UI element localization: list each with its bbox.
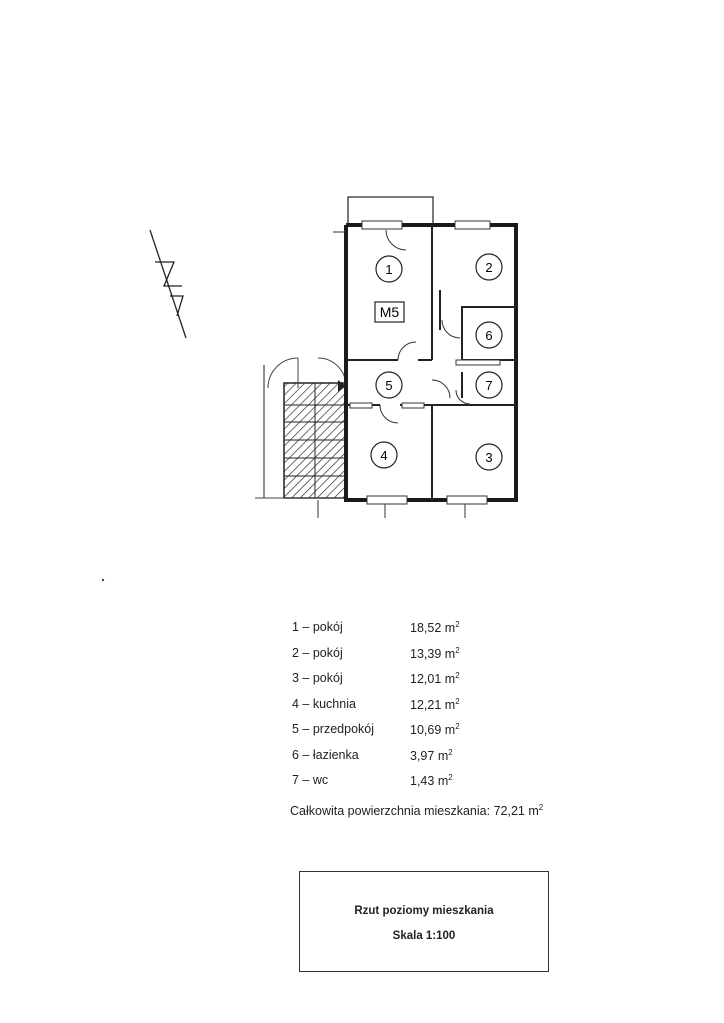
room-label: 1 – pokój <box>292 620 343 634</box>
room-label: 5 – przedpokój <box>292 722 375 736</box>
svg-text:3: 3 <box>485 450 493 465</box>
room-marker-1 <box>376 256 402 282</box>
room-area: 18,52 $m^2$ <box>410 620 460 636</box>
door-swings <box>350 230 500 423</box>
room-area-list <box>292 620 632 799</box>
room-marker-4 <box>371 442 397 468</box>
svg-text:1: 1 <box>385 262 393 277</box>
svg-text:5: 5 <box>385 378 393 393</box>
total-area <box>290 803 543 818</box>
svg-text:6: 6 <box>485 328 493 343</box>
room-marker-7 <box>476 372 502 398</box>
total-unit: $m^2$ <box>528 803 544 819</box>
room-area: 13,39 $m^2$ <box>410 645 460 661</box>
room-marker-5 <box>376 372 402 398</box>
total-value: 72,21 <box>493 804 525 819</box>
drawing-title: Rzut poziomy mieszkania <box>354 905 494 917</box>
room-row-5 <box>292 722 632 748</box>
room-marker-2 <box>476 254 502 280</box>
room-area: 10,69 $m^2$ <box>410 722 460 738</box>
svg-text:2: 2 <box>485 260 493 275</box>
room-row-1 <box>292 620 632 646</box>
room-row-7 <box>292 773 632 799</box>
room-row-4 <box>292 697 632 723</box>
room-marker-6 <box>476 322 502 348</box>
room-label: 7 – wc <box>292 773 329 787</box>
svg-text:4: 4 <box>380 448 388 463</box>
north-arrow-icon <box>150 230 186 338</box>
room-row-3 <box>292 671 632 697</box>
room-label: 6 – łazienka <box>292 747 359 762</box>
unit-label <box>375 302 404 322</box>
room-label: 4 – kuchnia <box>292 696 356 711</box>
room-marker-3 <box>476 444 502 470</box>
drawing-scale: Skala 1:100 <box>392 930 456 942</box>
room-row-6 <box>292 748 632 774</box>
room-row-2 <box>292 646 632 672</box>
title-block <box>299 871 549 972</box>
room-label: 2 – pokój <box>292 645 343 660</box>
svg-text:7: 7 <box>485 378 493 393</box>
svg-text:M5: M5 <box>379 304 400 320</box>
room-area: 1,43 $m^2$ <box>410 773 453 789</box>
room-label: 3 – pokój <box>292 671 343 685</box>
room-area: 12,01 $m^2$ <box>410 671 460 687</box>
staircase <box>255 358 346 498</box>
room-area: 12,21 $m^2$ <box>410 696 460 712</box>
total-label: Całkowita powierzchnia mieszkania: <box>290 804 491 819</box>
room-area: 3,97 $m^2$ <box>410 747 453 763</box>
